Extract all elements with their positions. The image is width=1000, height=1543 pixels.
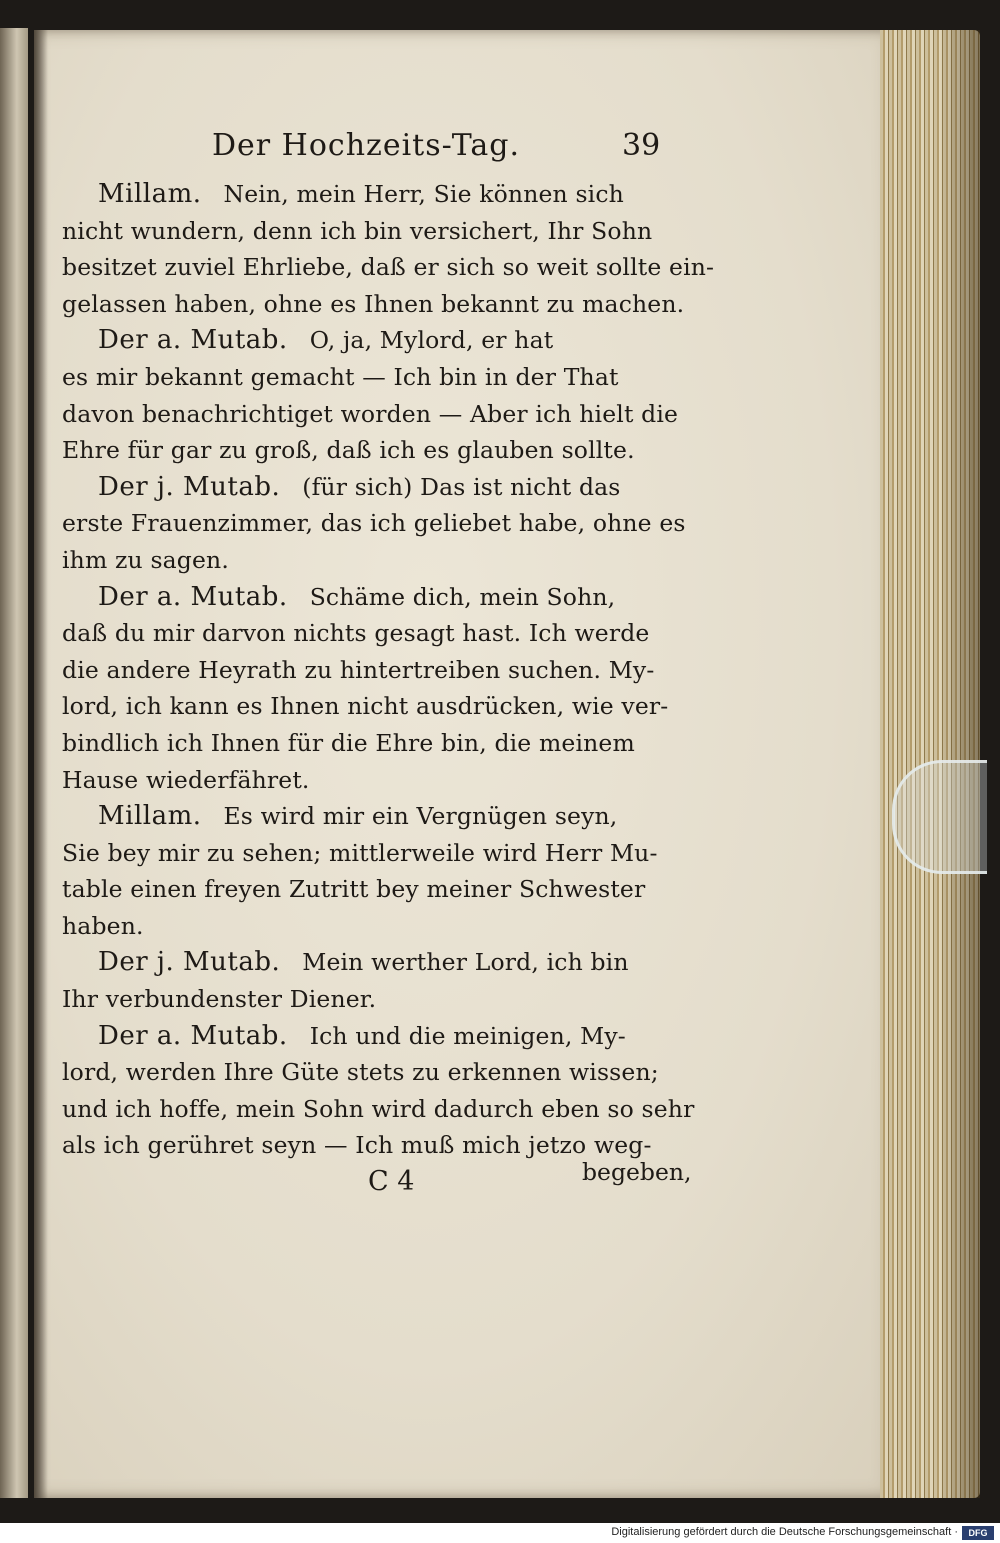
text-line: Der a. Mutab. O, ja, Mylord, er hat: [98, 325, 554, 356]
speech-paragraph: [62, 944, 662, 1017]
text-line: davon benachrichtiget worden — Aber ich hielt die: [62, 399, 679, 428]
text-line: bindlich ich Ihnen für die Ehre bin, die meinem: [62, 728, 635, 757]
text-line: es mir bekannt gemacht — Ich bin in der That: [62, 362, 619, 391]
speech-paragraph: [62, 798, 662, 944]
text-line: ihm zu sagen.: [62, 545, 229, 574]
text-line: Hause wiederfähret.: [62, 765, 310, 794]
speech-paragraph: [62, 322, 679, 468]
speech-paragraph: [62, 1018, 695, 1164]
text-line: Millam. Nein, mein Herr, Sie können sich: [98, 179, 624, 209]
speaker-name: Der j. Mutab.: [98, 947, 281, 978]
speech-paragraph: [62, 176, 715, 322]
page-number: 39: [622, 128, 661, 163]
text-line: und ich hoffe, mein Sohn wird dadurch eben so sehr: [62, 1094, 695, 1123]
text-line: Ehre für gar zu groß, daß ich es glauben sollte.: [62, 436, 635, 465]
catchword: begeben,: [582, 1158, 692, 1187]
text-line: lord, werden Ihre Güte stets zu erkennen wissen;: [62, 1058, 659, 1087]
text-line: haben.: [62, 911, 144, 940]
speech-paragraph: [62, 579, 669, 799]
text-line: die andere Heyrath zu hintertreiben suchen. My-: [62, 655, 655, 684]
text-line: Ihr verbundenster Diener.: [62, 985, 377, 1014]
speaker-name: Der a. Mutab.: [98, 581, 288, 612]
page-body: [62, 176, 715, 1164]
running-title: Der Hochzeits-Tag.: [212, 128, 521, 163]
page-content: [62, 128, 715, 1206]
text-line: Sie bey mir zu sehen; mittlerweile wird Herr Mu-: [62, 838, 658, 867]
speaker-name: Millam.: [98, 179, 202, 209]
text-line: gelassen haben, ohne es Ihnen bekannt zu machen.: [62, 289, 685, 318]
page-gutter: [34, 30, 48, 1498]
speech-paragraph: [62, 469, 686, 579]
text-line: als ich gerühret seyn — Ich muß mich jetzo weg-: [62, 1131, 652, 1160]
speaker-name: Der a. Mutab.: [98, 1020, 288, 1051]
text-line: Der a. Mutab. Ich und die meinigen, My-: [98, 1020, 626, 1051]
text-line: Der j. Mutab. (für sich) Das ist nicht das: [98, 471, 621, 502]
facing-page-edge: [0, 28, 28, 1498]
speaker-name: Millam.: [98, 801, 202, 832]
dfg-logo-icon: DFG: [962, 1526, 994, 1540]
text-line: erste Frauenzimmer, das ich geliebet habe, ohne es: [62, 509, 686, 538]
speaker-name: Der a. Mutab.: [98, 325, 288, 356]
text-line: daß du mir darvon nichts gesagt hast. Ich werde: [62, 619, 650, 648]
page-footer: [62, 1158, 692, 1206]
text-line: table einen freyen Zutritt bey meiner Schwester: [62, 875, 646, 904]
signature-mark: C 4: [368, 1166, 415, 1198]
speaker-name: Der j. Mutab.: [98, 471, 281, 502]
text-line: lord, ich kann es Ihnen nicht ausdrücken, wie ver-: [62, 692, 669, 721]
text-line: besitzet zuviel Ehrliebe, daß er sich so weit sollte ein-: [62, 253, 715, 282]
page-header: [62, 128, 662, 176]
text-line: nicht wundern, denn ich bin versichert, Ihr Sohn: [62, 216, 653, 245]
page-clip: [892, 760, 987, 874]
digitization-credit: Digitalisierung gefördert durch die Deutsche Forschungsgemeinschaft ·: [611, 1526, 958, 1538]
text-line: Millam. Es wird mir ein Vergnügen seyn,: [98, 801, 618, 832]
text-line: Der j. Mutab. Mein werther Lord, ich bin: [98, 947, 629, 978]
text-line: Der a. Mutab. Schäme dich, mein Sohn,: [98, 581, 616, 612]
credit-bar: [0, 1523, 1000, 1543]
